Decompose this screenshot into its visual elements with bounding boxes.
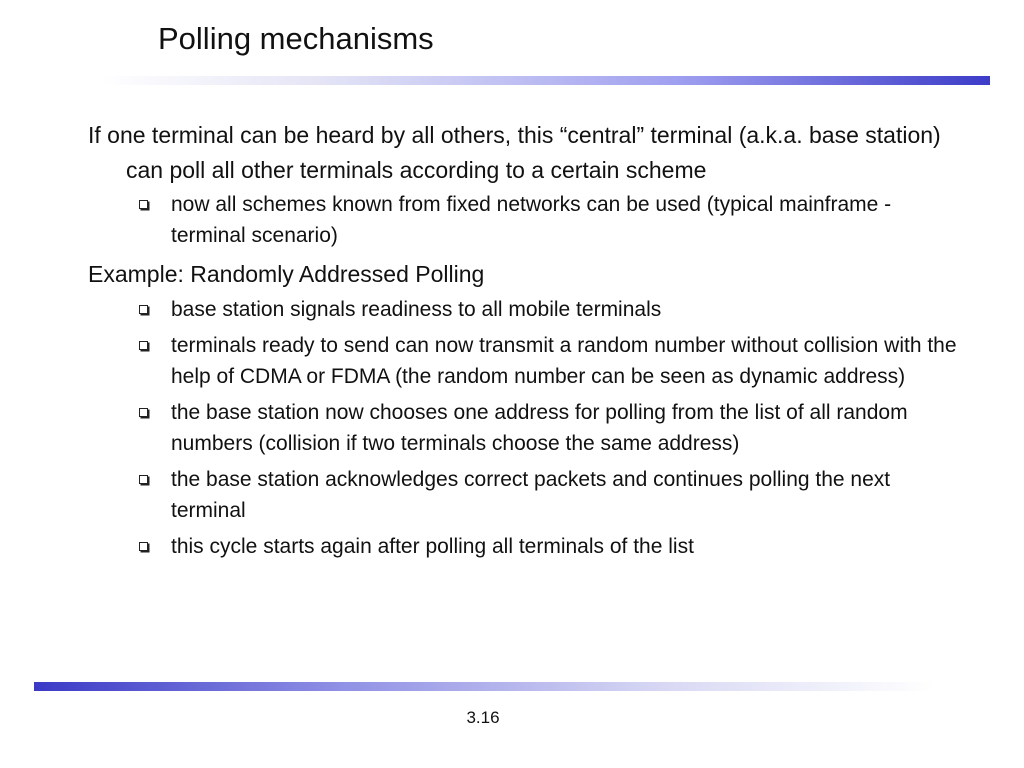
- sub-bullet-acknowledge-packets: [88, 465, 968, 526]
- sub-bullet-text: base station signals readiness to all mobile terminals: [171, 297, 662, 321]
- bullet-central-terminal: If one terminal can be heard by all others, this “central” terminal (a.k.a. base station) can poll all other terminals according to a certain scheme: [88, 122, 941, 183]
- sub-bullet-cycle-restarts: [88, 532, 968, 563]
- square-bullet-icon: [139, 408, 148, 417]
- square-bullet-icon: [139, 542, 148, 551]
- sub-bullet-signal-readiness: [88, 295, 968, 326]
- sub-bullet-fixed-network-schemes: [88, 190, 968, 251]
- square-bullet-icon: [139, 200, 148, 209]
- square-bullet-icon: [139, 475, 148, 484]
- sub-bullet-text: terminals ready to send can now transmit a random number without collision with the help of CDMA or FDMA (the random number can be seen as dynamic address): [171, 334, 957, 388]
- sub-list-randomly-addressed-polling: [88, 295, 968, 563]
- slide-body: [88, 118, 968, 569]
- sub-bullet-transmit-random-number: [88, 331, 968, 392]
- sub-bullet-text: now all schemes known from fixed networks can be used (typical mainframe - terminal scenario): [171, 193, 892, 247]
- title-underline-gradient-bar: [100, 76, 990, 85]
- sub-list-central-terminal: [88, 190, 968, 251]
- sub-bullet-text: this cycle starts again after polling all terminals of the list: [171, 535, 694, 558]
- sub-bullet-text: the base station now chooses one address for polling from the list of all random numbers (collision if two terminals choose the same address): [171, 401, 908, 455]
- slide-title: Polling mechanisms: [158, 21, 434, 56]
- sub-bullet-text: the base station acknowledges correct packets and continues polling the next terminal: [171, 468, 891, 522]
- bullet-example-heading: Example: Randomly Addressed Polling: [88, 261, 485, 287]
- square-bullet-icon: [139, 305, 148, 314]
- square-bullet-icon: [139, 341, 148, 350]
- sub-bullet-choose-address: [88, 398, 968, 459]
- page-number: 3.16: [466, 708, 500, 727]
- footer-gradient-bar: [34, 682, 934, 691]
